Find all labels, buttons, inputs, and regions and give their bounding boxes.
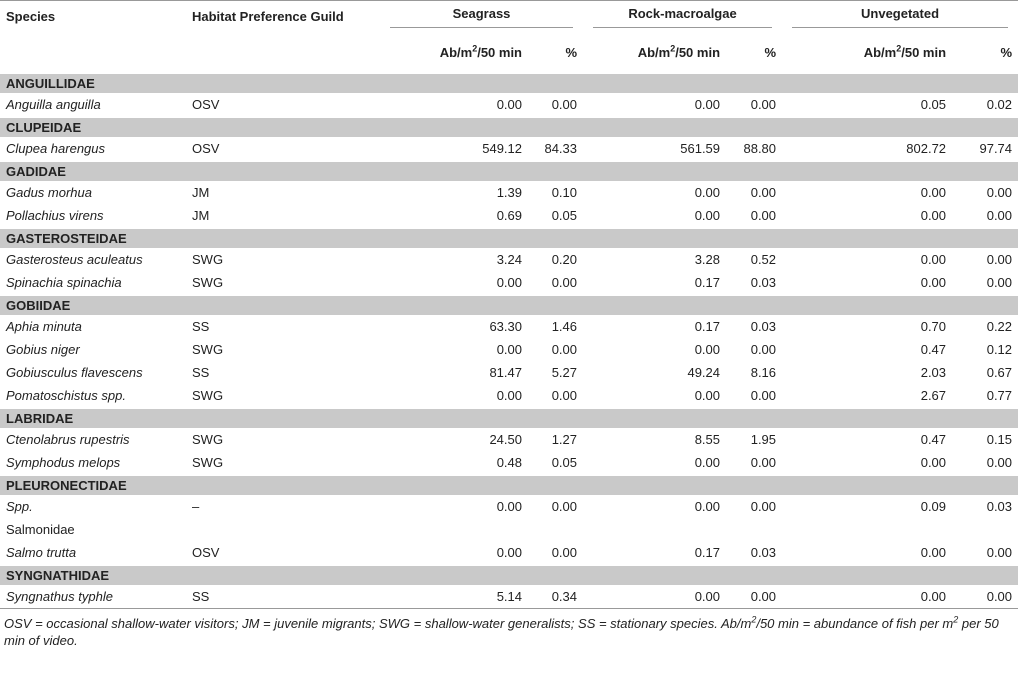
family-row [0,475,1018,495]
rock-abundance-cell: 0.00 [694,96,721,112]
unvegetated-abundance-cell: 0.47 [920,431,947,447]
species-row [0,248,1018,271]
subfamily-row [0,518,1018,541]
rock-abundance-cell [583,518,726,541]
rock-percent-cell: 0.03 [750,318,777,334]
seagrass-abundance-cell: 3.24 [496,251,522,267]
unvegetated-abundance-cell: 0.00 [920,184,947,200]
species-row [0,428,1018,451]
species-row [0,271,1018,295]
unvegetated-percent-cell: 0.15 [986,431,1013,447]
species-header: Species [6,9,56,25]
family-name: SYNGNATHIDAE [0,565,1018,585]
seagrass-abundance-cell: 81.47 [489,364,522,380]
family-name: CLUPEIDAE [0,117,1018,137]
unvegetated-abundance-cell: 0.70 [920,318,947,334]
species-name: Ctenolabrus rupestris [6,431,130,447]
rock-percent-cell: 8.16 [750,364,777,380]
seagrass-percent-cell: 0.00 [551,544,578,560]
species-name: Clupea harengus [6,140,106,156]
rock-abundance-cell: 0.00 [694,207,721,223]
unvegetated-abundance-cell: 0.00 [920,454,947,470]
rock-percent-cell: 0.00 [750,96,777,112]
species-row [0,181,1018,204]
seagrass-percent-cell: 5.27 [551,364,578,380]
seagrass-header: Seagrass [380,1,583,33]
species-name: Spinachia spinachia [6,274,122,290]
subfamily-name: Salmonidae [6,521,75,537]
seagrass-percent-cell [528,518,583,541]
family-name: GASTEROSTEIDAE [0,228,1018,248]
rock-percent-cell: 0.00 [726,585,782,609]
family-row [0,161,1018,181]
family-row [0,565,1018,585]
rock-macroalgae-header: Rock-macroalgae [583,1,782,33]
seagrass-abundance-cell: 0.00 [496,274,522,290]
guild-cell: SWG [192,251,224,267]
rock-percent-cell: 88.80 [743,140,777,156]
unvegetated-header: Unvegetated [782,1,1018,33]
guild-cell: SS [192,364,210,380]
guild-cell: OSV [192,544,220,560]
unvegetated-percent-cell: 0.00 [986,274,1013,290]
rock-abundance-cell: 561.59 [680,140,721,156]
rock-percent-cell: 0.00 [750,341,777,357]
unvegetated-percent-cell: 0.00 [986,454,1013,470]
unvegetated-abundance-cell: 0.00 [920,251,947,267]
rock-percent-cell: 1.95 [750,431,777,447]
table-footnote: OSV = occasional shallow-water visitors; JM = juvenile migrants; SWG = shallow-water generalists; SS = stationary species. $Ab/m^2/50$ min = abundance of fish per $m^2$ per 50 min of video. [4,614,999,648]
species-name: Symphodus melops [6,454,121,470]
unvegetated-abundance-cell: 0.09 [920,498,947,514]
unvegetated-abundance-cell: 802.72 [906,140,947,156]
seagrass-abundance-cell: 0.00 [496,341,522,357]
guild-header: Habitat Preference Guild [192,9,344,25]
seagrass-abundance-cell: 0.00 [496,498,522,514]
guild-cell: SWG [192,431,224,447]
unvegetated-percent-cell: 0.00 [986,184,1013,200]
rock-abundance-cell: 0.00 [694,341,721,357]
rock-percent-cell: 0.03 [750,544,777,560]
rock-percent-cell: 0.00 [750,454,777,470]
unvegetated-abundance-cell: 0.00 [920,544,947,560]
family-row [0,117,1018,137]
rock-abundance-cell: 0.17 [694,318,721,334]
species-row [0,137,1018,161]
family-row [0,228,1018,248]
unvegetated-percent-cell: 97.74 [979,140,1013,156]
unvegetated-percent-cell: 0.00 [986,251,1013,267]
seagrass-abundance-cell: 5.14 [380,585,528,609]
unvegetated-percent-cell: 0.00 [986,207,1013,223]
rock-percent-header: % [764,44,777,60]
rock-abundance-cell: 0.17 [694,544,721,560]
table-body [0,73,1018,609]
unvegetated-abundance-cell: 0.00 [782,585,952,609]
unvegetated-percent-cell: 0.67 [986,364,1013,380]
species-name: Gasterosteus aculeatus [6,251,143,267]
unvegetated-abundance-cell: 0.47 [920,341,947,357]
family-row [0,73,1018,93]
species-row [0,451,1018,475]
seagrass-percent-cell: 0.00 [551,274,578,290]
unvegetated-abundance-cell: 2.67 [920,387,947,403]
species-row [0,315,1018,338]
rock-abundance-cell: 0.17 [694,274,721,290]
unvegetated-percent-cell: 0.22 [986,318,1013,334]
rock-percent-cell: 0.00 [750,207,777,223]
seagrass-abundance-header: $Ab/m^2/50$ min [439,43,522,60]
rock-abundance-cell: 0.00 [694,387,721,403]
seagrass-abundance-cell: 24.50 [489,431,522,447]
rock-percent-cell: 0.00 [750,387,777,403]
guild-cell: JM [192,207,210,223]
rock-abundance-cell: 49.24 [687,364,721,380]
family-name: PLEURONECTIDAE [0,475,1018,495]
seagrass-percent-cell: 0.34 [528,585,583,609]
species-name: Spp. [6,498,33,514]
species-row [0,585,1018,609]
unvegetated-abundance-header: $Ab/m^2/50$ min [863,43,947,60]
unvegetated-abundance-cell: 0.00 [920,207,947,223]
seagrass-abundance-cell: 0.48 [496,454,522,470]
unvegetated-percent-cell: 0.77 [986,387,1013,403]
seagrass-percent-cell: 0.00 [551,498,578,514]
species-row [0,204,1018,228]
seagrass-abundance-cell: 549.12 [482,140,522,156]
guild-cell [186,518,380,541]
unvegetated-percent-cell: 0.03 [986,498,1013,514]
species-row [0,495,1018,518]
guild-cell: SS [192,318,210,334]
unvegetated-abundance-cell: 0.00 [920,274,947,290]
species-name: Gobiusculus flavescens [6,364,143,380]
guild-cell: JM [192,184,210,200]
guild-cell: SWG [192,341,224,357]
rock-abundance-cell: 0.00 [583,585,726,609]
seagrass-percent-header: % [565,44,578,60]
unvegetated-percent-cell [952,518,1018,541]
unvegetated-percent-cell: 0.02 [986,96,1013,112]
rock-percent-cell: 0.00 [750,184,777,200]
species-name: Pomatoschistus spp. [6,387,126,403]
family-row [0,408,1018,428]
species-row [0,338,1018,361]
seagrass-abundance-cell: 0.00 [496,544,522,560]
guild-cell: SWG [192,387,224,403]
seagrass-abundance-cell: 0.69 [496,207,522,223]
rock-abundance-cell: 3.28 [694,251,721,267]
seagrass-percent-cell: 0.10 [551,184,578,200]
unvegetated-abundance-cell: 0.05 [920,96,947,112]
seagrass-abundance-cell: 1.39 [496,184,522,200]
seagrass-percent-cell: 84.33 [544,140,578,156]
seagrass-percent-cell: 0.00 [551,341,578,357]
unvegetated-percent-cell: 0.00 [952,585,1018,609]
rock-abundance-cell: 0.00 [694,184,721,200]
family-row [0,295,1018,315]
species-row [0,361,1018,384]
species-row [0,541,1018,565]
guild-cell: OSV [192,140,220,156]
guild-cell: OSV [192,96,220,112]
species-row [0,93,1018,117]
family-name: GADIDAE [0,161,1018,181]
unvegetated-percent-cell: 0.12 [986,341,1013,357]
guild-cell: SS [186,585,380,609]
seagrass-percent-cell: 0.00 [551,96,578,112]
species-name: Pollachius virens [6,207,104,223]
seagrass-percent-cell: 0.05 [551,207,578,223]
species-name: Anguilla anguilla [6,96,101,112]
seagrass-abundance-cell [380,518,528,541]
species-name: Gobius niger [6,341,80,357]
seagrass-percent-cell: 1.46 [551,318,578,334]
rock-percent-cell: 0.03 [750,274,777,290]
seagrass-percent-cell: 1.27 [551,431,578,447]
unvegetated-abundance-cell [782,518,952,541]
rock-abundance-cell: 0.00 [694,498,721,514]
seagrass-abundance-cell: 0.00 [496,96,522,112]
rock-abundance-header: $Ab/m^2/50$ min [637,43,721,60]
seagrass-abundance-cell: 63.30 [489,318,522,334]
rock-percent-cell: 0.00 [750,498,777,514]
rock-abundance-cell: 0.00 [694,454,721,470]
family-name: GOBIIDAE [0,295,1018,315]
unvegetated-abundance-cell: 2.03 [920,364,947,380]
species-row [0,384,1018,408]
seagrass-percent-cell: 0.20 [551,251,578,267]
rock-abundance-cell: 8.55 [694,431,721,447]
guild-cell: SWG [192,454,224,470]
unvegetated-percent-header: % [1000,44,1013,60]
seagrass-abundance-cell: 0.00 [496,387,522,403]
rock-percent-cell [726,518,782,541]
species-name: Gadus morhua [6,184,92,200]
family-name: LABRIDAE [0,408,1018,428]
header-row-1 [0,1,1018,33]
species-name: Syngnathus typhle [0,585,186,609]
species-name: Salmo trutta [6,544,77,560]
family-name: ANGUILLIDAE [0,73,1018,93]
species-name: Aphia minuta [6,318,82,334]
seagrass-percent-cell: 0.00 [551,387,578,403]
rock-percent-cell: 0.52 [750,251,777,267]
seagrass-percent-cell: 0.05 [551,454,578,470]
unvegetated-percent-cell: 0.00 [986,544,1013,560]
guild-cell: – [192,498,200,514]
header-row-2 [0,33,1018,73]
guild-cell: SWG [192,274,224,290]
